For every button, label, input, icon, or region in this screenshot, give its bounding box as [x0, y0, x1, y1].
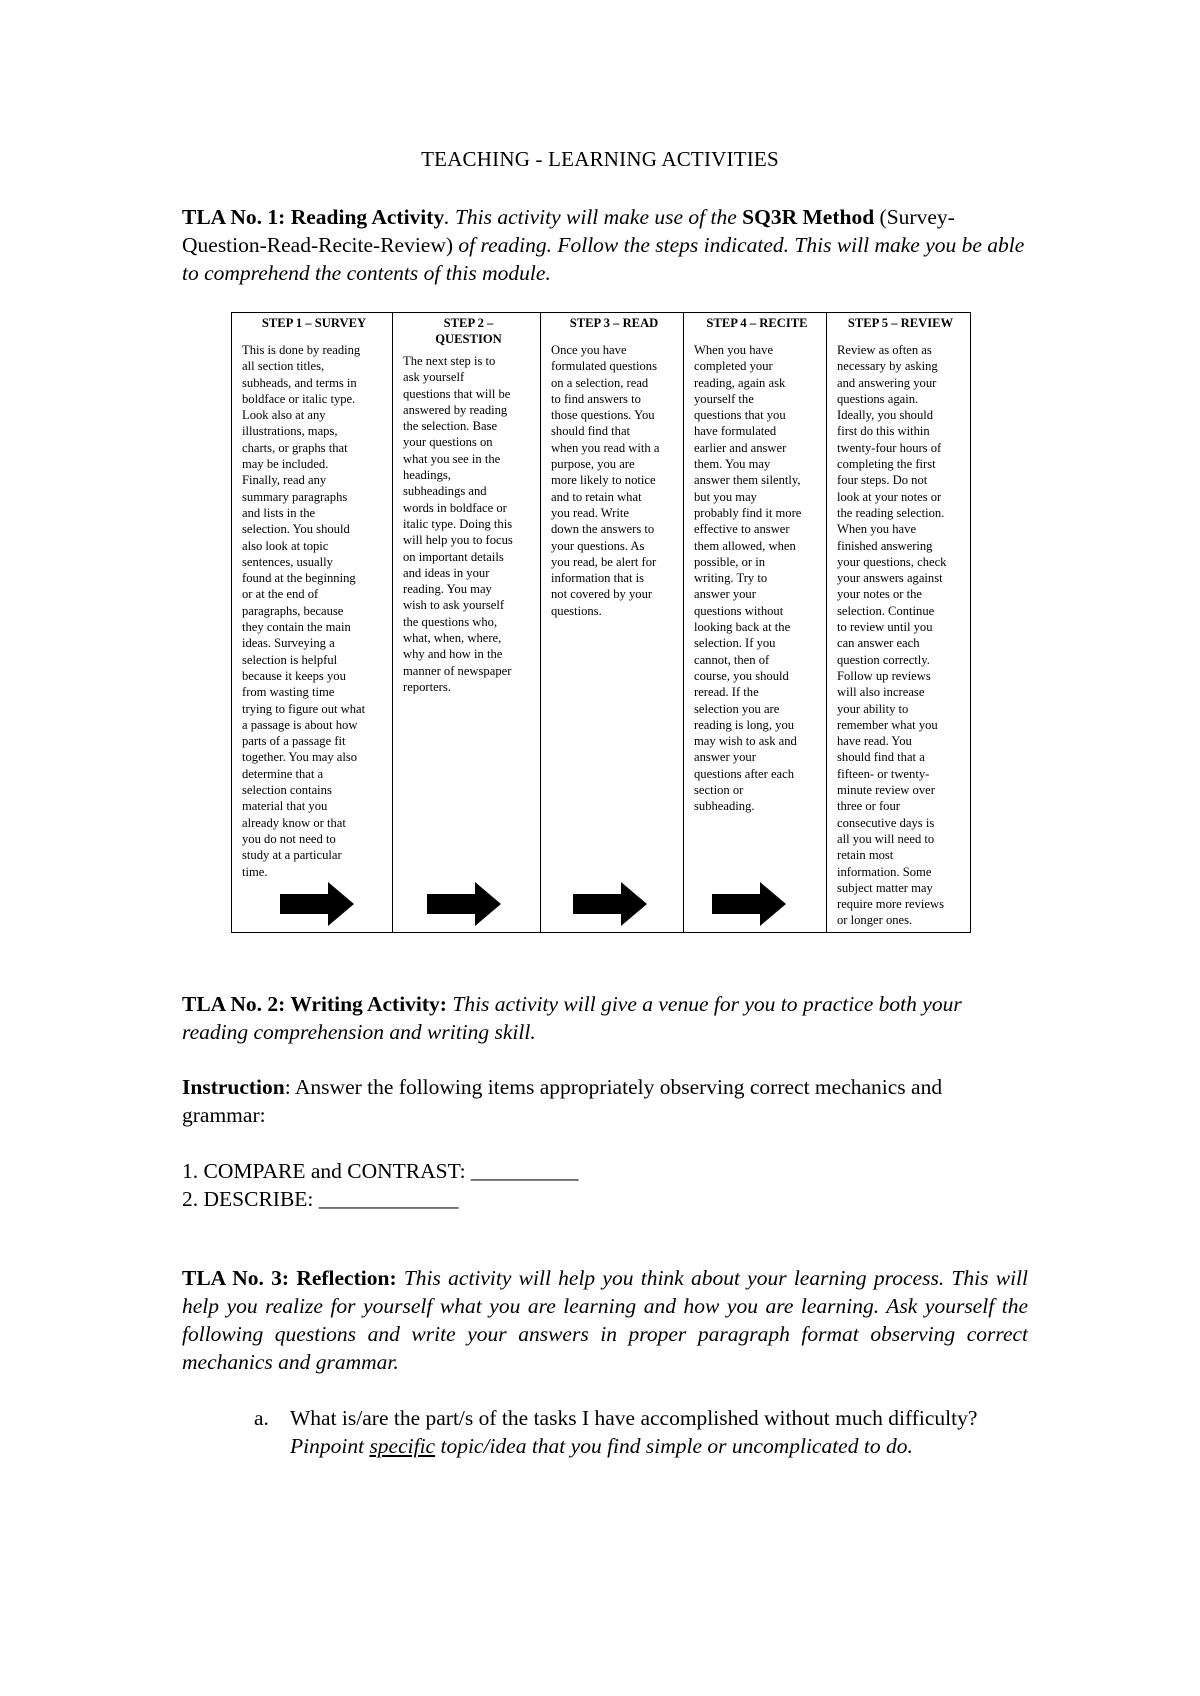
step-text: Review as often as necessary by asking and answering your questions again. Ideally, you should first do this within twenty-four hours of completing the first four steps. Do not look at your notes or the reading selection. When you have finished answering your questions, check your answers against your notes or the selection. Continue to review until you can answer each question correctly. Follow up reviews will also increase your ability to remember what you have read. You should find that a fifteen- or twenty- minute review over three or four consecutive days is all you will need to retain most information. Some subject matter may require more reviews or longer ones. — [837, 343, 947, 928]
list-marker: a. — [254, 1406, 269, 1430]
step-text: This is done by reading all section titles, subheads, and terms in boldface or italic type. Look also at any illustrations, maps, charts, or graphs that may be included. Finally, read any summary paragraphs and lists in the selection. You should also look at topic sentences, usually found at the beginning or at the end of paragraphs, because they contain the main ideas. Surveying a selection is helpful because it keeps you from wasting time trying to figure out what a passage is about how parts of a passage fit together. You may also determine that a selection contains material that you already know or that you do not need to study at a particular time. — [242, 343, 366, 879]
step-cell-question — [393, 313, 541, 933]
sq3r-steps-table — [231, 312, 971, 933]
step-cell-read — [541, 313, 684, 933]
step-cell-survey — [232, 313, 393, 933]
right-arrow-icon — [712, 882, 786, 926]
instruction-text: : Answer the following items appropriately observing correct mechanics and grammar: — [182, 1075, 943, 1127]
step-cell-review — [827, 313, 971, 933]
list-item: 2. DESCRIBE: _____________ — [182, 1187, 459, 1211]
step-heading: STEP 4 – RECITE — [706, 316, 808, 330]
tla3-paragraph — [182, 1264, 1028, 1376]
hint-text: Pinpoint — [290, 1434, 370, 1458]
step-text: When you have completed your reading, again ask yourself the questions that you have formulated earlier and answer them. You may answer them silently, but you may probably find it more effective to answer them allowed, when possible, or in writing. Try to answer your questions without looking back at the selection. If you cannot, then of course, you should reread. If the selection you are reading is long, you may wish to ask and answer your questions after each section or subheading. — [694, 343, 802, 814]
instruction-label: Instruction — [182, 1075, 285, 1099]
tla1-intro: . This activity will make use of the — [444, 205, 743, 229]
tla2-text: This activity will give a venue for you to practice both your reading comprehension and writing skill. — [182, 992, 962, 1044]
writing-items — [182, 1157, 1028, 1213]
reflection-question-a — [254, 1404, 1014, 1460]
hint-underlined: specific — [369, 1434, 436, 1458]
tla1-label: TLA No. 1: Reading Activity — [182, 205, 445, 229]
step-heading: STEP 3 – READ — [569, 316, 659, 330]
step-heading: STEP 1 – SURVEY — [261, 316, 367, 330]
step-text: Once you have formulated questions on a selection, read to find answers to those questions. You should find that when you read with a purpose, you are more likely to notice and to retain what you read. Write down the answers to your questions. As you read, be alert for information that is not covered by your questions. — [551, 343, 660, 618]
tla3-label: TLA No. 3: Reflection: — [182, 1266, 397, 1290]
right-arrow-icon — [280, 882, 354, 926]
step-heading: STEP 2 – QUESTION — [435, 316, 502, 346]
instruction-paragraph — [182, 1073, 1028, 1129]
tla2-paragraph — [182, 990, 1028, 1046]
step-cell-recite — [684, 313, 827, 933]
step-heading: STEP 5 – REVIEW — [847, 316, 954, 330]
tla2-label: TLA No. 2: Writing Activity: — [182, 992, 447, 1016]
list-item: 1. COMPARE and CONTRAST: __________ — [182, 1159, 579, 1183]
hint-text-end: topic/idea that you find simple or uncomplicated to do. — [435, 1434, 913, 1458]
tla1-method: SQ3R Method — [742, 205, 875, 229]
tla1-rest: of reading. Follow the steps indicated. This will make you be able to comprehend the contents of this module. — [182, 233, 1025, 285]
question-text: What is/are the part/s of the tasks I have accomplished without much difficulty? — [290, 1406, 978, 1430]
step-text: The next step is to ask yourself questions that will be answered by reading the selection. Base your questions on what you see in the headings, subheadings and words in boldface or italic type. Doing this will help you to focus on important details and ideas in your reading. You may wish to ask yourself the questions who, what, when, where, why and how in the manner of newspaper reporters. — [403, 354, 513, 694]
tla1-paragraph — [182, 203, 1028, 287]
page-title: TEACHING - LEARNING ACTIVITIES — [421, 147, 779, 171]
right-arrow-icon — [573, 882, 647, 926]
right-arrow-icon — [427, 882, 501, 926]
tla3-text: This activity will help you think about your learning process. This will help you realize for yourself what you are learning and how you are learning. Ask yourself the following questions and write your answers in proper paragraph format observing correct mechanics and grammar. — [182, 1266, 1028, 1374]
tla1-method-expansion: (Survey-Question-Read-Recite-Review) — [182, 205, 955, 257]
